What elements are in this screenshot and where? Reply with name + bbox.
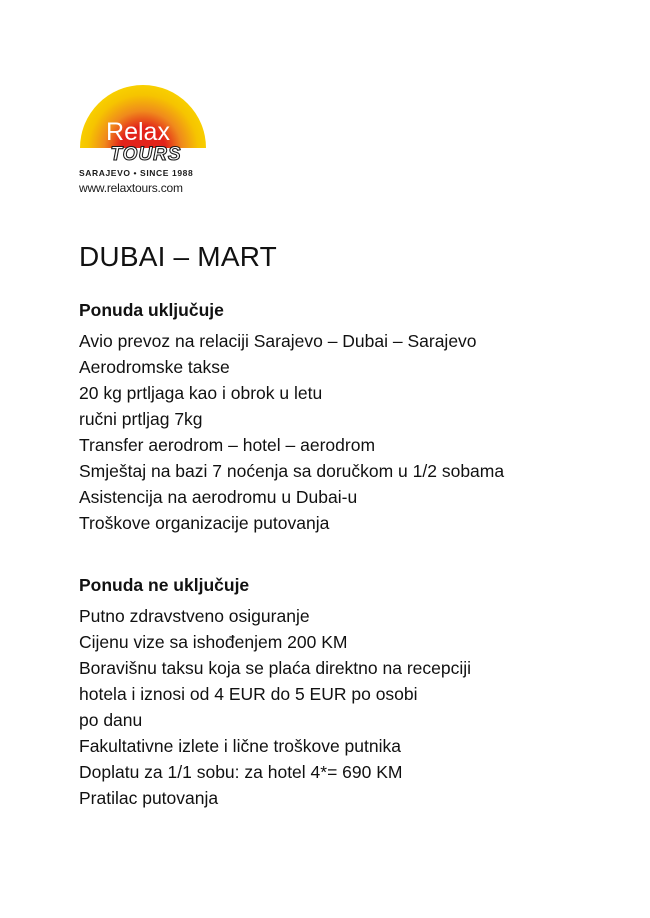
list-item: Transfer aerodrom – hotel – aerodrom xyxy=(79,435,376,455)
page-title: DUBAI – MART xyxy=(79,241,277,272)
list-item: Smještaj na bazi 7 noćenja sa doručkom u 1/2 sobama xyxy=(79,461,505,481)
includes-section xyxy=(79,300,639,536)
list-item: Boravišnu taksu koja se plaća direktno na recepciji xyxy=(79,658,472,678)
list-item: Troškove organizacije putovanja xyxy=(79,513,330,533)
list-item: Cijenu vize sa ishođenjem 200 KM xyxy=(79,632,348,652)
list-item: po danu xyxy=(79,710,143,730)
list-item: Fakultativne izlete i lične troškove putnika xyxy=(79,736,401,756)
logo-brand-top: Relax xyxy=(106,118,170,146)
list-item: Avio prevoz na relaciji Sarajevo – Dubai – Sarajevo xyxy=(79,331,477,351)
logo-brand-bottom: TOURS xyxy=(110,144,182,165)
list-item: Asistencija na aerodromu u Dubai-u xyxy=(79,487,358,507)
list-item: hotela i iznosi od 4 EUR do 5 EUR po osobi xyxy=(79,684,418,704)
excludes-section xyxy=(79,575,639,811)
list-item: Doplatu za 1/1 sobu: za hotel 4*= 690 KM xyxy=(79,762,403,782)
includes-list xyxy=(79,328,639,536)
logo-url: www.relaxtours.com xyxy=(79,181,183,195)
list-item: Putno zdravstveno osiguranje xyxy=(79,606,310,626)
logo-tagline: SARAJEVO • SINCE 1988 xyxy=(79,168,194,178)
excludes-list xyxy=(79,603,639,811)
sun-logo-icon xyxy=(78,80,208,166)
list-item: Pratilac putovanja xyxy=(79,788,219,808)
relax-tours-logo xyxy=(78,80,208,198)
excludes-heading: Ponuda ne uključuje xyxy=(79,575,250,595)
list-item: 20 kg prtljaga kao i obrok u letu xyxy=(79,383,323,403)
includes-heading: Ponuda uključuje xyxy=(79,300,224,320)
list-item: ručni prtljag 7kg xyxy=(79,409,203,429)
list-item: Aerodromske takse xyxy=(79,357,230,377)
